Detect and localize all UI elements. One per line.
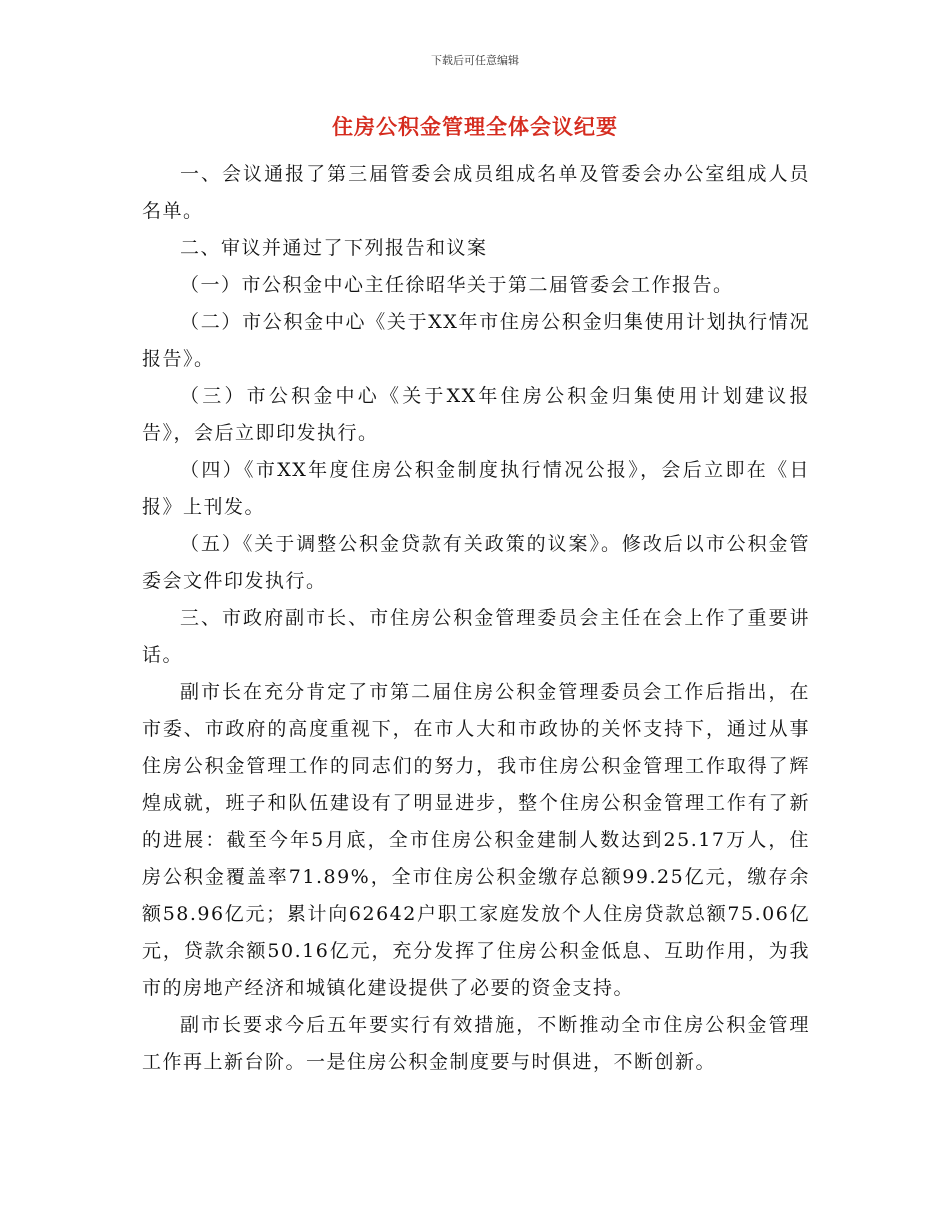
paragraph-item-4: （二）市公积金中心《关于XX年市住房公积金归集使用计划执行情况报告》。 — [142, 311, 810, 370]
paragraph-item-9: 副市长在充分肯定了市第二届住房公积金管理委员会工作后指出，在市委、市政府的高度重视下，在市人大和市政协的关怀支持下，通过从事住房公积金管理工作的同志们的努力，我市住房公积金管理工作取得了辉煌成就，班子和队伍建设有了明显进步，整个住房公积金管理工作有了新的进展：截至今年5月底，全市住房公积金建制人数达到25.17万人，住房公积金覆盖率71.89%，全市住房公积金缴存总额99.25亿元，缴存余额58.96亿元；累计向62642户职工家庭发放个人住房贷款总额75.06亿元，贷款余额50.16亿元，充分发挥了住房公积金低息、互助作用，为我市的房地产经济和城镇化建设提供了必要的资金支持。 — [142, 681, 810, 999]
paragraph-item-10: 副市长要求今后五年要实行有效措施，不断推动全市住房公积金管理工作再上新台阶。一是住房公积金制度要与时俱进，不断创新。 — [142, 1014, 810, 1073]
page-header-note: 下载后可任意编辑 — [431, 54, 519, 67]
paragraph-item-1: 一、会议通报了第三届管委会成员组成名单及管委会办公室组成人员名单。 — [142, 163, 810, 222]
paragraph-item-2: 二、审议并通过了下列报告和议案 — [180, 237, 488, 259]
document-title: 住房公积金管理全体会议纪要 — [332, 114, 618, 139]
paragraph-item-3: （一）市公积金中心主任徐昭华关于第二届管委会工作报告。 — [180, 274, 734, 296]
paragraph-item-8: 三、市政府副市长、市住房公积金管理委员会主任在会上作了重要讲话。 — [142, 607, 810, 666]
paragraph-item-6: （四）《市XX年度住房公积金制度执行情况公报》，会后立即在《日报》上刊发。 — [142, 459, 810, 518]
paragraph-item-7: （五）《关于调整公积金贷款有关政策的议案》。修改后以市公积金管委会文件印发执行。 — [142, 533, 810, 592]
document-body — [142, 156, 810, 1081]
paragraph-item-5: （三）市公积金中心《关于XX年住房公积金归集使用计划建议报告》，会后立即印发执行。 — [142, 385, 810, 444]
